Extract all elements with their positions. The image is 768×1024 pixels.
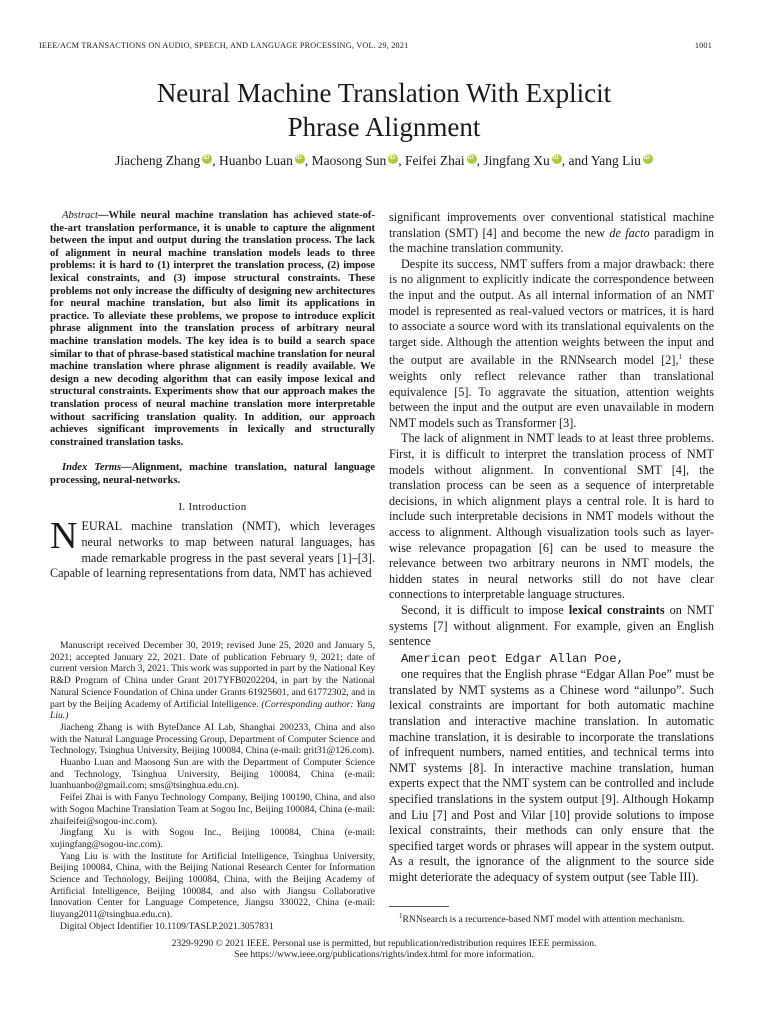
author-name: Jiacheng Zhang [115,153,201,168]
footnote-affiliation: Yang Liu is with the Institute for Artificial Intelligence, Tsinghua University, Beijing 100084, China, with the Beijing National Research Center for Information Science and Technology, Beijing 100084, China, with the Beijing Academy of Artificial Intelligence, Beijing 100084, and also with Jiangsu Collaborative Innovation Center for Language Competence, Jiangsu 330022, China (e-mail: liuyang2011@tsinghua.edu.cn). [50,850,375,921]
index-terms-text: —Alignment, machine translation, natural language processing, neural-networks. [50,462,375,486]
footnote-marker: 1 [678,353,682,362]
drop-cap: N [50,515,78,558]
author-name: Maosong Sun [311,153,387,168]
right-footnote: $^1$RNNsearch is a recurrence-based NMT model with attention mechanism. [399,912,685,926]
author-name: Jingfang Xu [483,153,550,168]
paragraph: Despite its success, NMT suffers from a major drawback: there is no alignment to explicitly indicate the correspondence between the input and the output. As all internal information of an NMT model is represented as real-valued vectors or matrices, it is hard to associate a source word with its translational equivalents on the target side. Although the attention weights between the input and the output are available in the RNNsearch model [2],$^1$ these weights only reflect relevance rather than translational equivalence [5]. To aggravate the situation, attention weights between the input and the output are even unavailable in modern NMT models such as Transformer [3]. [389,256,714,430]
copyright-line: 2329-9290 © 2021 IEEE. Personal use is permitted, but republication/redistribution requires IEEE permission. [171,938,597,949]
doi-line: Digital Object Identifier 10.1109/TASLP.2021.3057831 [60,920,274,932]
footnote-manuscript: Manuscript received December 30, 2019; revised June 25, 2020 and January 5, 2021; accepted January 22, 2021. Date of publication February 9, 2021; date of current version March 3, 2021. This work was supported in part by the National Key R&D Program of China under Grant 2017YFB0202204, in part by the National Natural Science Foundation of China under Grants 61925601, and 61772302, and in part by the Beijing Academy of Artificial Intelligence. (Corresponding author: Yang Liu.) [50,640,375,722]
index-terms-label: Index Terms [62,462,122,474]
author-name: Huanbo Luan [218,153,293,168]
copyright-notice [0,938,768,961]
journal-name: IEEE/ACM TRANSACTIONS ON AUDIO, SPEECH, AND LANGUAGE PROCESSING, VOL. 29, 2021 [39,41,409,50]
paragraph: significant improvements over conventional statistical machine translation (SMT) [4] and become the new de facto paradigm in the machine translation community. [389,210,714,256]
rights-link[interactable]: See https://www.ieee.org/publications/rights/index.html for more information. [234,949,534,961]
intro-text: EURAL machine translation (NMT), which leverages neural networks to map between natural languages, has made remarkable progress in the past several years [1]–[3]. Capable of learning representations from data, NMT has achieved [50,519,375,581]
footnote-affiliation: Huanbo Luan and Maosong Sun are with the Department of Computer Science and Technology, Tsinghua University, Beijing 100084, China (e-mail: luanhuanbo@gmail.com; sms@tsinghua.edu.cn). [50,757,375,792]
right-column [389,210,714,886]
author-name: Feifei Zhai [404,153,465,168]
running-header [39,41,712,50]
section-heading: I. Introduction [178,501,247,514]
orcid-icon[interactable] [552,154,562,164]
title-line-1: Neural Machine Translation With Explicit [156,78,612,108]
author-list: Jiacheng ZhangiD , Huanbo LuaniD , Maosong SuniD , Feifei ZhaiiD , Jingfang XuiD , and Yang LiuiD [0,153,768,169]
footnote-affiliation: Feifei Zhai is with Fanyu Technology Company, Beijing 100190, China, and also with Sogou Machine Translation Team at Sogou Inc, Beijing 100084, China (e-mail: zhaifeifei@sogou-inc.com). [50,792,375,827]
author-name: Yang Liu [590,153,641,168]
footnote-divider [389,906,449,907]
title-line-2: Phrase Alignment [287,112,481,142]
abstract-label: Abstract [62,210,98,221]
orcid-icon[interactable] [295,154,305,164]
left-footnotes [50,640,375,933]
abstract-text: —While neural machine translation has achieved state-of-the-art translation performance, it is unable to capture the alignment between the input and output during the translation process. The lack of alignment in neural machine translation models leads to three problems: it is hard to (1) interpret the translation process, (2) impose lexical constraints, and (3) impose structural constraints. These problems not only increase the difficulty of designing new architectures for neural machine translation, but also limit its applications in practice. To alleviate these problems, we propose to introduce explicit phrase alignment into the translation process of arbitrary neural machine translation models. The key idea is to build a search space similar to that of phrase-based statistical machine translation for neural machine translation where phrase alignment is readily available. We design a new decoding algorithm that can easily impose lexical and structural constraints. Experiments show that our approach makes the translation process of neural machine translation more interpretable without sacrificing translation quality. In addition, our approach achieves significant improvements in lexically and structurally constrained translation tasks. [50,210,375,448]
paper-title [0,76,768,144]
left-column [50,210,375,582]
orcid-icon[interactable] [467,154,477,164]
intro-paragraph [50,515,375,581]
orcid-icon[interactable] [202,154,212,164]
footnote-affiliation: Jiacheng Zhang is with ByteDance AI Lab, Shanghai 200233, China and also with the Natural Language Processing Group, Department of Computer Science and Technology, Tsinghua University, Beijing 100084, China (e-mail: grit31@126.com). [50,721,375,757]
orcid-icon[interactable] [388,154,398,164]
paragraph: one requires that the English phrase “Edgar Allan Poe” must be translated by NMT systems as a Chinese word “ailunpo”. Such lexical constraints are important for both automatic machine translation and interactive machine translation. In automatic machine translation, it is desirable to incorporate the translations of infrequent numbers, named entities, and technical terms into NMT systems [8]. In interactive machine translation, human experts expect that the NMT system can be controlled and include specified translations in the system output [9]. Although Hokamp and Liu [7] and Post and Vilar [10] provide solutions to impose lexical constraints, their methods can only ensure that the specified target words or phrases will appear in the system output. As a result, the ignorance of the alignment to the source side might deteriorate the adequacy of system output (see Table III). [389,667,714,884]
page-number: 1001 [694,41,712,50]
paragraph: Second, it is difficult to impose lexical constraints on NMT systems [7] without alignment. For example, given an English sentence [389,602,714,649]
orcid-icon[interactable] [643,154,653,164]
footnote-affiliation: Jingfang Xu is with Sogou Inc., Beijing 100084, China (e-mail: xujingfang@sogou-inc.com). [50,827,375,850]
paragraph: The lack of alignment in NMT leads to at least three problems. First, it is difficult to interpret the translation process of NMT models without alignment. In conventional SMT [4], the translation process can be seen as a sequence of interpretable decisions, in which alignment plays a central role. It is hard to include such interpretable decisions in NMT models without the access to alignment. Although visualization tools such as layer-wise relevance propagation [6] can be used to measure the relevance between two arbitrary neurons in NMT models, the hidden states in neural networks still do not have clear connections to interpretable language structures. [389,431,714,602]
example-sentence: American peot Edgar Allan Poe, [401,651,625,666]
index-terms [50,462,375,487]
abstract [50,210,375,449]
